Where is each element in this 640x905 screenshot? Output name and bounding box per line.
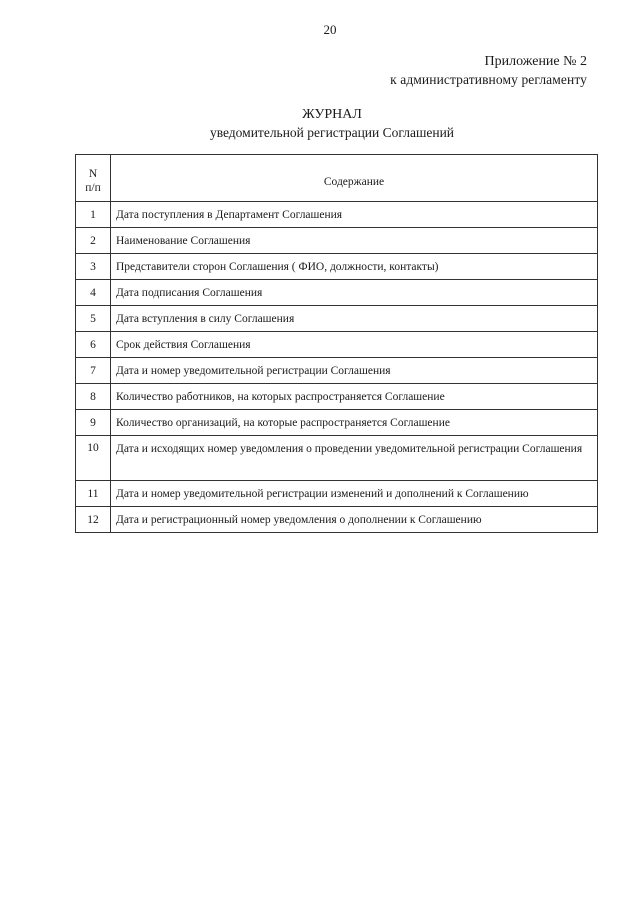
table-row	[76, 228, 598, 254]
row-number: 10	[76, 436, 111, 481]
table-row	[76, 202, 598, 228]
table-row	[76, 358, 598, 384]
row-text: Срок действия Соглашения	[111, 332, 598, 358]
table-row	[76, 280, 598, 306]
journal-title: ЖУРНАЛ	[302, 107, 362, 122]
header-content: Содержание	[111, 155, 598, 202]
row-text: Представители сторон Соглашения ( ФИО, должности, контакты)	[111, 254, 598, 280]
table-row	[76, 384, 598, 410]
appendix-title: Приложение № 2	[484, 54, 587, 69]
table-row	[76, 254, 598, 280]
header-number-line1: N	[88, 168, 98, 180]
row-number: 1	[76, 202, 111, 228]
row-number: 9	[76, 410, 111, 436]
table-row	[76, 507, 598, 533]
row-number: 12	[76, 507, 111, 533]
row-text: Наименование Соглашения	[111, 228, 598, 254]
row-text: Дата вступления в силу Соглашения	[111, 306, 598, 332]
row-number: 4	[76, 280, 111, 306]
table-row	[76, 481, 598, 507]
row-text: Дата и номер уведомительной регистрации изменений и дополнений к Соглашению	[111, 481, 598, 507]
row-text: Дата и номер уведомительной регистрации Соглашения	[111, 358, 598, 384]
row-number: 2	[76, 228, 111, 254]
table-row	[76, 332, 598, 358]
journal-subtitle: уведомительной регистрации Соглашений	[209, 125, 455, 140]
row-text: Количество организаций, на которые распространяется Соглашение	[111, 410, 598, 436]
appendix-subtitle: к административному регламенту	[390, 72, 587, 87]
table-row	[76, 436, 598, 481]
row-text: Дата и исходящих номер уведомления о проведении уведомительной регистрации Соглашения	[111, 436, 598, 481]
row-number: 11	[76, 481, 111, 507]
row-number: 3	[76, 254, 111, 280]
row-number: 7	[76, 358, 111, 384]
table-header-row	[76, 155, 598, 202]
row-text: Дата поступления в Департамент Соглашения	[111, 202, 598, 228]
row-number: 6	[76, 332, 111, 358]
page-number: 20	[323, 22, 337, 37]
table-row	[76, 410, 598, 436]
row-text: Дата подписания Соглашения	[111, 280, 598, 306]
table-row	[76, 306, 598, 332]
row-number: 5	[76, 306, 111, 332]
header-number-line2: п/п	[85, 182, 101, 194]
row-text: Дата и регистрационный номер уведомления о дополнении к Соглашению	[111, 507, 598, 533]
header-number	[76, 155, 111, 202]
row-text: Количество работников, на которых распространяется Соглашение	[111, 384, 598, 410]
row-number: 8	[76, 384, 111, 410]
journal-table	[75, 154, 598, 533]
